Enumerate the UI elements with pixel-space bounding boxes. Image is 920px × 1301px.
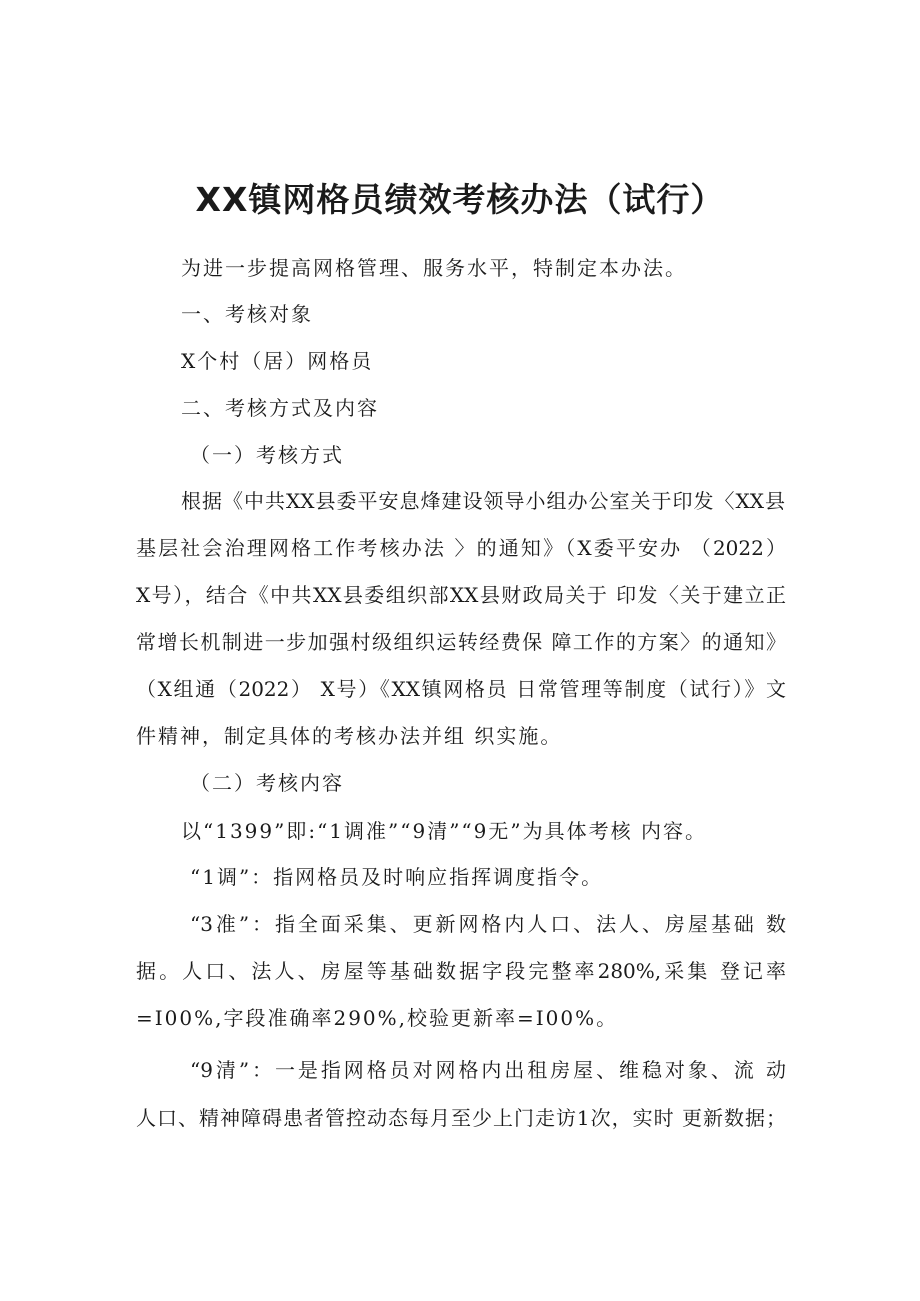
paragraph-line: 人口、精神障碍患者管控动态每月至少上门走访1次，实时 更新数据；: [136, 1106, 786, 1130]
subsection-heading-1: （一）考核方式: [190, 443, 344, 467]
paragraph-line: 件精神，制定具体的考核办法并组 织实施。: [136, 724, 563, 748]
paragraph-line: 根据《中共XX县委平安息烽建设领导小组办公室关于印发〈XX县: [181, 489, 785, 513]
paragraph-line: =I00%,字段准确率290%,校验更新率=I00%。: [136, 1006, 619, 1030]
assessment-target-text: X个村（居）网格员: [181, 349, 374, 373]
paragraph-line: 据。人口、法人、房屋等基础数据字段完整率280%,采集 登记率: [136, 959, 786, 983]
paragraph-line: 基层社会治理网格工作考核办法 〉的通知》（X委平安办 （2022）: [136, 536, 786, 560]
paragraph-line: “1调”：指网格员及时响应指挥调度指令。: [190, 865, 604, 889]
paragraph-line: 常增长机制进一步加强村级组织运转经费保 障工作的方案〉的通知》: [136, 630, 786, 654]
paragraph-line: 以“1399”即:“1调准”“9清”“9无”为具体考核 内容。: [181, 819, 707, 843]
paragraph-line: （X组通（2022） X号）《XX镇网格员 日常管理等制度（试行）》文: [136, 677, 786, 701]
paragraph-line: “9清”：一是指网格员对网格内出租房屋、维稳对象、流 动: [190, 1058, 786, 1082]
intro-paragraph: 为进一步提高网格管理、服务水平，特制定本办法。: [181, 256, 687, 280]
section-heading-2: 二、考核方式及内容: [181, 396, 379, 420]
paragraph-line: X号），结合《中共XX县委组织部XX县财政局关于 印发〈关于建立正: [136, 583, 786, 607]
document-title: XX镇网格员绩效考核办法（试行）: [195, 180, 725, 219]
subsection-heading-2: （二）考核内容: [190, 771, 344, 795]
paragraph-line: “3准”：指全面采集、更新网格内人口、法人、房屋基础 数: [190, 912, 786, 936]
section-heading-1: 一、考核对象: [181, 302, 313, 326]
